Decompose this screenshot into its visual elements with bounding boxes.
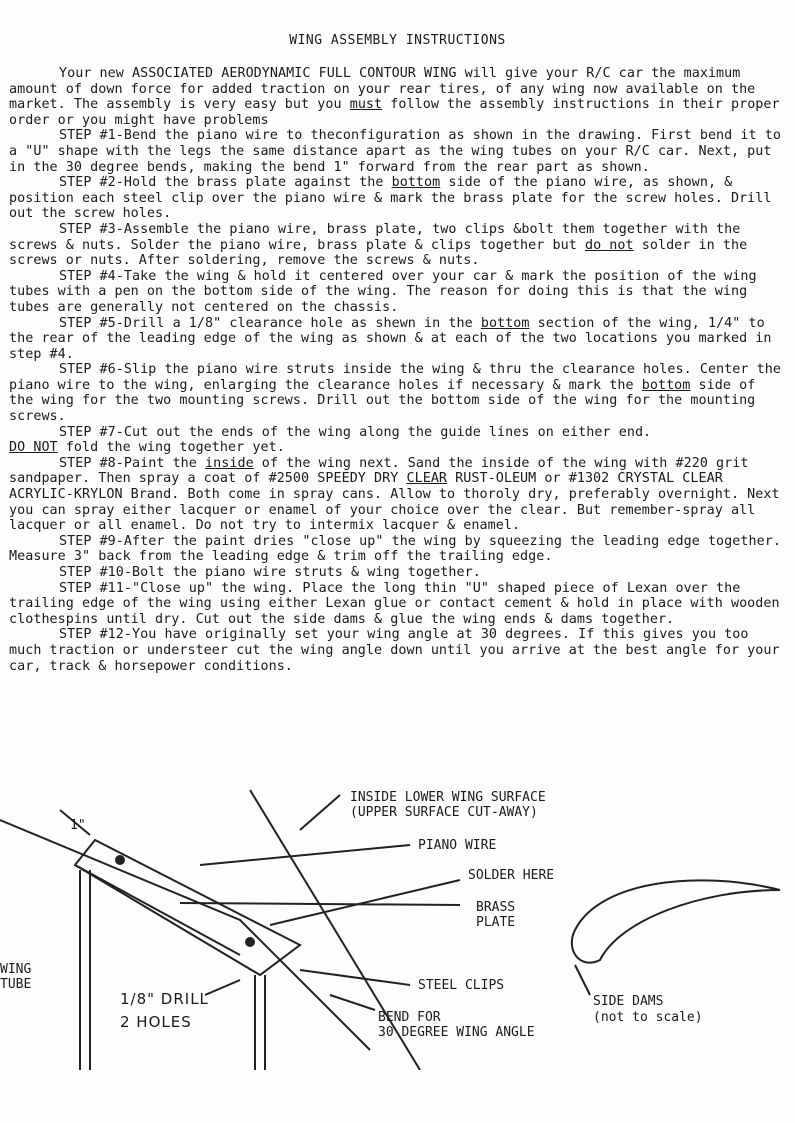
step-8-text-a: STEP #8-Paint the (59, 455, 206, 471)
leader-bend (330, 995, 375, 1010)
page-title: WING ASSEMBLY INSTRUCTIONS (289, 33, 506, 48)
step-7-continued (9, 440, 785, 456)
step-2 (9, 175, 785, 222)
label-wing-tube-a: WING (0, 962, 32, 977)
label-bend-for: BEND FOR (378, 1010, 441, 1025)
leader-dams (575, 965, 590, 995)
intro-paragraph (9, 66, 785, 128)
leader-inside (300, 795, 340, 830)
label-upper-cut: (UPPER SURFACE CUT-AWAY) (350, 805, 538, 820)
label-solder-here: SOLDER HERE (468, 868, 555, 883)
step-3-text-a: STEP #3-Assemble the piano wire, brass plate, two clips &bolt them together with the screws & nuts. Solder the piano wire, brass plate & clips together but (9, 221, 741, 253)
step-7-underline: DO NOT (9, 440, 58, 456)
label-wing-tube-b: TUBE (0, 977, 32, 992)
step-3-underline: do not (584, 237, 634, 253)
step-7: STEP #7-Cut out the ends of the wing along the guide lines on either end. (59, 424, 652, 440)
step-3 (9, 222, 785, 269)
clip-bolt-1 (115, 855, 125, 865)
step-2-underline: bottom (391, 175, 441, 191)
step-6-text-a: STEP #6-Slip the piano wire struts inside the wing & thru the clearance holes. Center the piano wire to the wing, enlarging the clearance holes if necessary & mark the (9, 362, 781, 393)
leader-solder (270, 880, 460, 925)
step-9: STEP #9-After the paint dries "close up" the wing by squeezing the leading edge together. Measure 3" back from the leading edge & trim off the trailing edge. (9, 533, 781, 565)
intro-underline: must (349, 97, 383, 113)
step-5-underline: bottom (480, 315, 530, 331)
step-2-text-b: side of the piano wire, as shown, & position each steel clip over the piano wire & mark the brass plate for the screw holes. Drill out the screw holes. (9, 175, 772, 222)
label-plate: PLATE (476, 915, 516, 930)
step-5 (9, 316, 785, 363)
label-inside-lower: INSIDE LOWER WING SURFACE (350, 790, 546, 805)
label-side-dams: SIDE DAMS (593, 994, 664, 1009)
step-8 (9, 456, 785, 534)
step-2-text-a: STEP #2-Hold the brass plate against the (59, 175, 392, 191)
label-brass: BRASS (476, 900, 516, 915)
label-drill: 1/8" DRILL (120, 990, 209, 1008)
intro-text-b: follow the assembly instructions in their proper order or you might have problems (9, 97, 780, 128)
brass-plate (75, 840, 300, 975)
step-6 (9, 362, 785, 424)
step-4: STEP #4-Take the wing & hold it centered over your car & mark the position of the wing tubes with a pen on the bottom side of the wing. The reason for doing this is that the wing tubes are generally not centered on the chassis. (9, 268, 757, 315)
step-8-text-b: of the wing next. Sand the inside of the wing with #220 grit sandpaper. Then spray a coat of #2500 SPEEDY DRY (9, 455, 749, 487)
intro-text-a: Your new ASSOCIATED AERODYNAMIC FULL CONTOUR WING will give your R/C car the maximum amount of down force for added traction on your rear tires, of any wing now available on the market. The assembly is very easy but you (9, 66, 756, 113)
step-6-text-b: side of the wing for the two mounting screws. Drill out the bottom side of the wing for the mounting screws. (9, 377, 756, 425)
step-12: STEP #12-You have originally set your wing angle at 30 degrees. If this gives you too much traction or understeer cut the wing angle down until you arrive at the best angle for your car, track & horsepower conditions. (9, 627, 780, 674)
step-8-underline: inside (205, 455, 254, 471)
instructions-body (9, 66, 785, 674)
step-8-text-c: RUST-OLEUM or #1302 CRYSTAL CLEAR ACRYLIC-KRYLON Brand. Both come in spray cans. Allow to thoroly dry, preferably overnight. Next you can spray either lacquer or enamel of your choice over the clear. But remember-spray all lacquer or all enamel. Do not try to intermix lacquer & enamel. (9, 471, 780, 534)
step-11: STEP #11-"Close up" the wing. Place the long thin "U" shaped piece of Lexan over the trailing edge of the wing using either Lexan glue or contact cement & hold in place with wooden clothespins until dry. Cut out the side dams & glue the wing ends & dams together. (9, 580, 780, 627)
leader-piano (200, 845, 410, 865)
step-7-text-b: fold the wing together yet. (57, 440, 285, 456)
label-piano-wire: PIANO WIRE (418, 838, 497, 853)
side-dam-shape (572, 880, 780, 962)
step-1: STEP #1-Bend the piano wire to theconfiguration as shown in the drawing. First bend it to a "U" shape with the legs the same distance apart as the wing tubes on your R/C car. Next, put in the 30 degree bends, making the bend 1" forward from the rear part as shown. (9, 128, 781, 175)
step-5-text-b: section of the wing, 1/4" to the rear of the leading edge of the wing as shown & at each of the two locations you marked in step #4. (9, 315, 772, 362)
step-10: STEP #10-Bolt the piano wire struts & wing together. (59, 565, 481, 580)
label-steel-clips: STEEL CLIPS (418, 978, 505, 993)
label-not-to-scale: (not to scale) (593, 1010, 703, 1025)
leader-clips (300, 970, 410, 985)
wing-assembly-diagram (0, 770, 795, 1070)
step-3-text-b: solder in the screws or nuts. After soldering, remove the screws & nuts. (9, 237, 748, 269)
label-holes: 2 HOLES (120, 1013, 192, 1031)
label-one-inch: 1" (70, 818, 86, 833)
step-5-text-a: STEP #5-Drill a 1/8" clearance hole as shewn in the (59, 315, 481, 331)
clip-bolt-2 (245, 937, 255, 947)
step-6-underline: bottom (641, 377, 691, 393)
leader-drill (205, 980, 240, 995)
label-bend-angle: 30 DEGREE WING ANGLE (378, 1025, 535, 1040)
step-8-underline-2: CLEAR (406, 471, 448, 487)
